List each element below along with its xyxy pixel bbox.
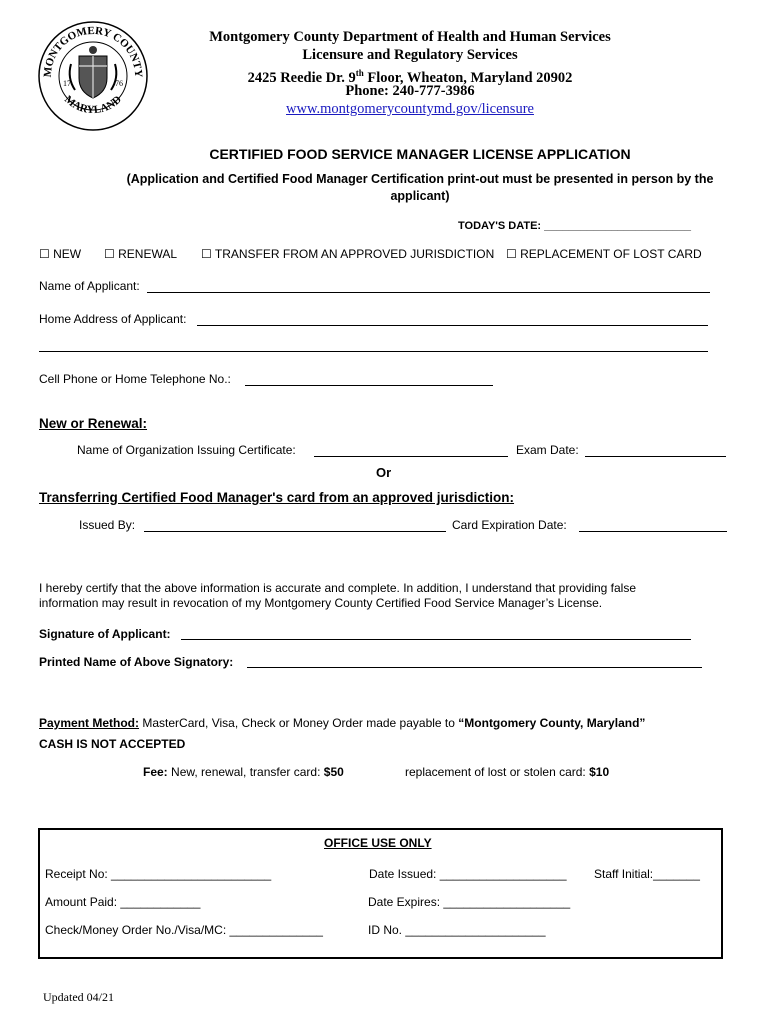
check-money-order-field[interactable]: Check/Money Order No./Visa/MC: ______________ [45,923,323,937]
printed-name-label: Printed Name of Above Signatory: [39,655,234,669]
county-seal-logo [37,20,149,132]
option-replacement[interactable]: ☐ REPLACEMENT OF LOST CARD [506,247,702,261]
name-of-applicant-label: Name of Applicant: [39,279,140,293]
cash-not-accepted: CASH IS NOT ACCEPTED [39,737,186,751]
org-name: Montgomery County Department of Health and Human Services [209,29,611,45]
org-address: 2425 Reedie Dr. 9th Floor, Wheaton, Maryland 20902 [247,68,573,86]
card-expiration-label: Card Expiration Date: [452,518,567,532]
issued-by-line[interactable] [144,531,446,532]
org-phone: Phone: 240-777-3986 [345,83,475,99]
transfer-heading: Transferring Certified Food Manager's card from an approved jurisdiction: [39,490,515,505]
svg-text:17: 17 [63,79,71,88]
svg-text:76: 76 [115,79,123,88]
org-issuing-certificate-line[interactable] [314,456,508,457]
replacement-fee-info: replacement of lost or stolen card: $10 [405,765,610,779]
checkbox-icon[interactable]: ☐ [39,247,50,261]
amount-paid-field[interactable]: Amount Paid: ____________ [45,895,201,909]
payment-method: Payment Method: MasterCard, Visa, Check or Money Order made payable to “Montgomery County, Maryland” [39,716,646,730]
staff-initial-field[interactable]: Staff Initial:_______ [594,867,700,881]
org-issuing-certificate-label: Name of Organization Issuing Certificate: [77,443,296,457]
svg-text:MONTGOMERY COUNTY: MONTGOMERY COUNTY [41,24,145,78]
option-renewal[interactable]: ☐ RENEWAL [104,247,178,261]
card-expiration-line[interactable] [579,531,727,532]
printed-name-line[interactable] [247,667,702,668]
checkbox-icon[interactable]: ☐ [506,247,517,261]
signature-label: Signature of Applicant: [39,627,171,641]
or-label: Or [376,465,392,480]
exam-date-label: Exam Date: [516,443,579,457]
issued-by-label: Issued By: [79,518,136,532]
option-new[interactable]: ☐ NEW [39,247,82,261]
exam-date-line[interactable] [585,456,726,457]
home-address-label: Home Address of Applicant: [39,312,187,326]
org-division: Licensure and Regulatory Services [302,47,518,63]
checkbox-icon[interactable]: ☐ [201,247,212,261]
signature-line[interactable] [181,639,691,640]
cell-phone-label: Cell Phone or Home Telephone No.: [39,372,231,386]
cell-phone-line[interactable] [245,385,493,386]
fee-info: Fee: New, renewal, transfer card: $50 [143,765,344,779]
svg-text:MARYLAND: MARYLAND [61,93,124,117]
option-transfer[interactable]: ☐ TRANSFER FROM AN APPROVED JURISDICTION [201,247,495,261]
form-subtitle: (Application and Certified Food Manager Certification print-out must be presented in person by the applicant) [126,172,714,203]
new-renewal-heading: New or Renewal: [39,416,148,431]
checkbox-icon[interactable]: ☐ [104,247,115,261]
date-expires-field[interactable]: Date Expires: ___________________ [368,895,571,909]
date-issued-field[interactable]: Date Issued: ___________________ [369,867,567,881]
id-no-field[interactable]: ID No. _____________________ [368,923,546,937]
home-address-line[interactable] [197,325,708,326]
todays-date-field[interactable]: TODAY'S DATE: ________________________ [458,220,691,232]
form-title: CERTIFIED FOOD SERVICE MANAGER LICENSE APPLICATION [209,146,631,162]
org-website [150,100,670,118]
office-use-title: OFFICE USE ONLY [324,836,432,850]
home-address-line-2[interactable] [39,351,708,352]
website-link[interactable]: www.montgomerycountymd.gov/licensure [286,101,534,117]
name-of-applicant-line[interactable] [147,292,710,293]
certification-statement: I hereby certify that the above information is accurate and complete. In addition, I understand that providing false information may result in revocation of my Montgomery County Certified Food Service Manager’s License. [39,581,637,610]
receipt-no-field[interactable]: Receipt No: ________________________ [45,867,272,881]
updated-date: Updated 04/21 [43,990,114,1004]
